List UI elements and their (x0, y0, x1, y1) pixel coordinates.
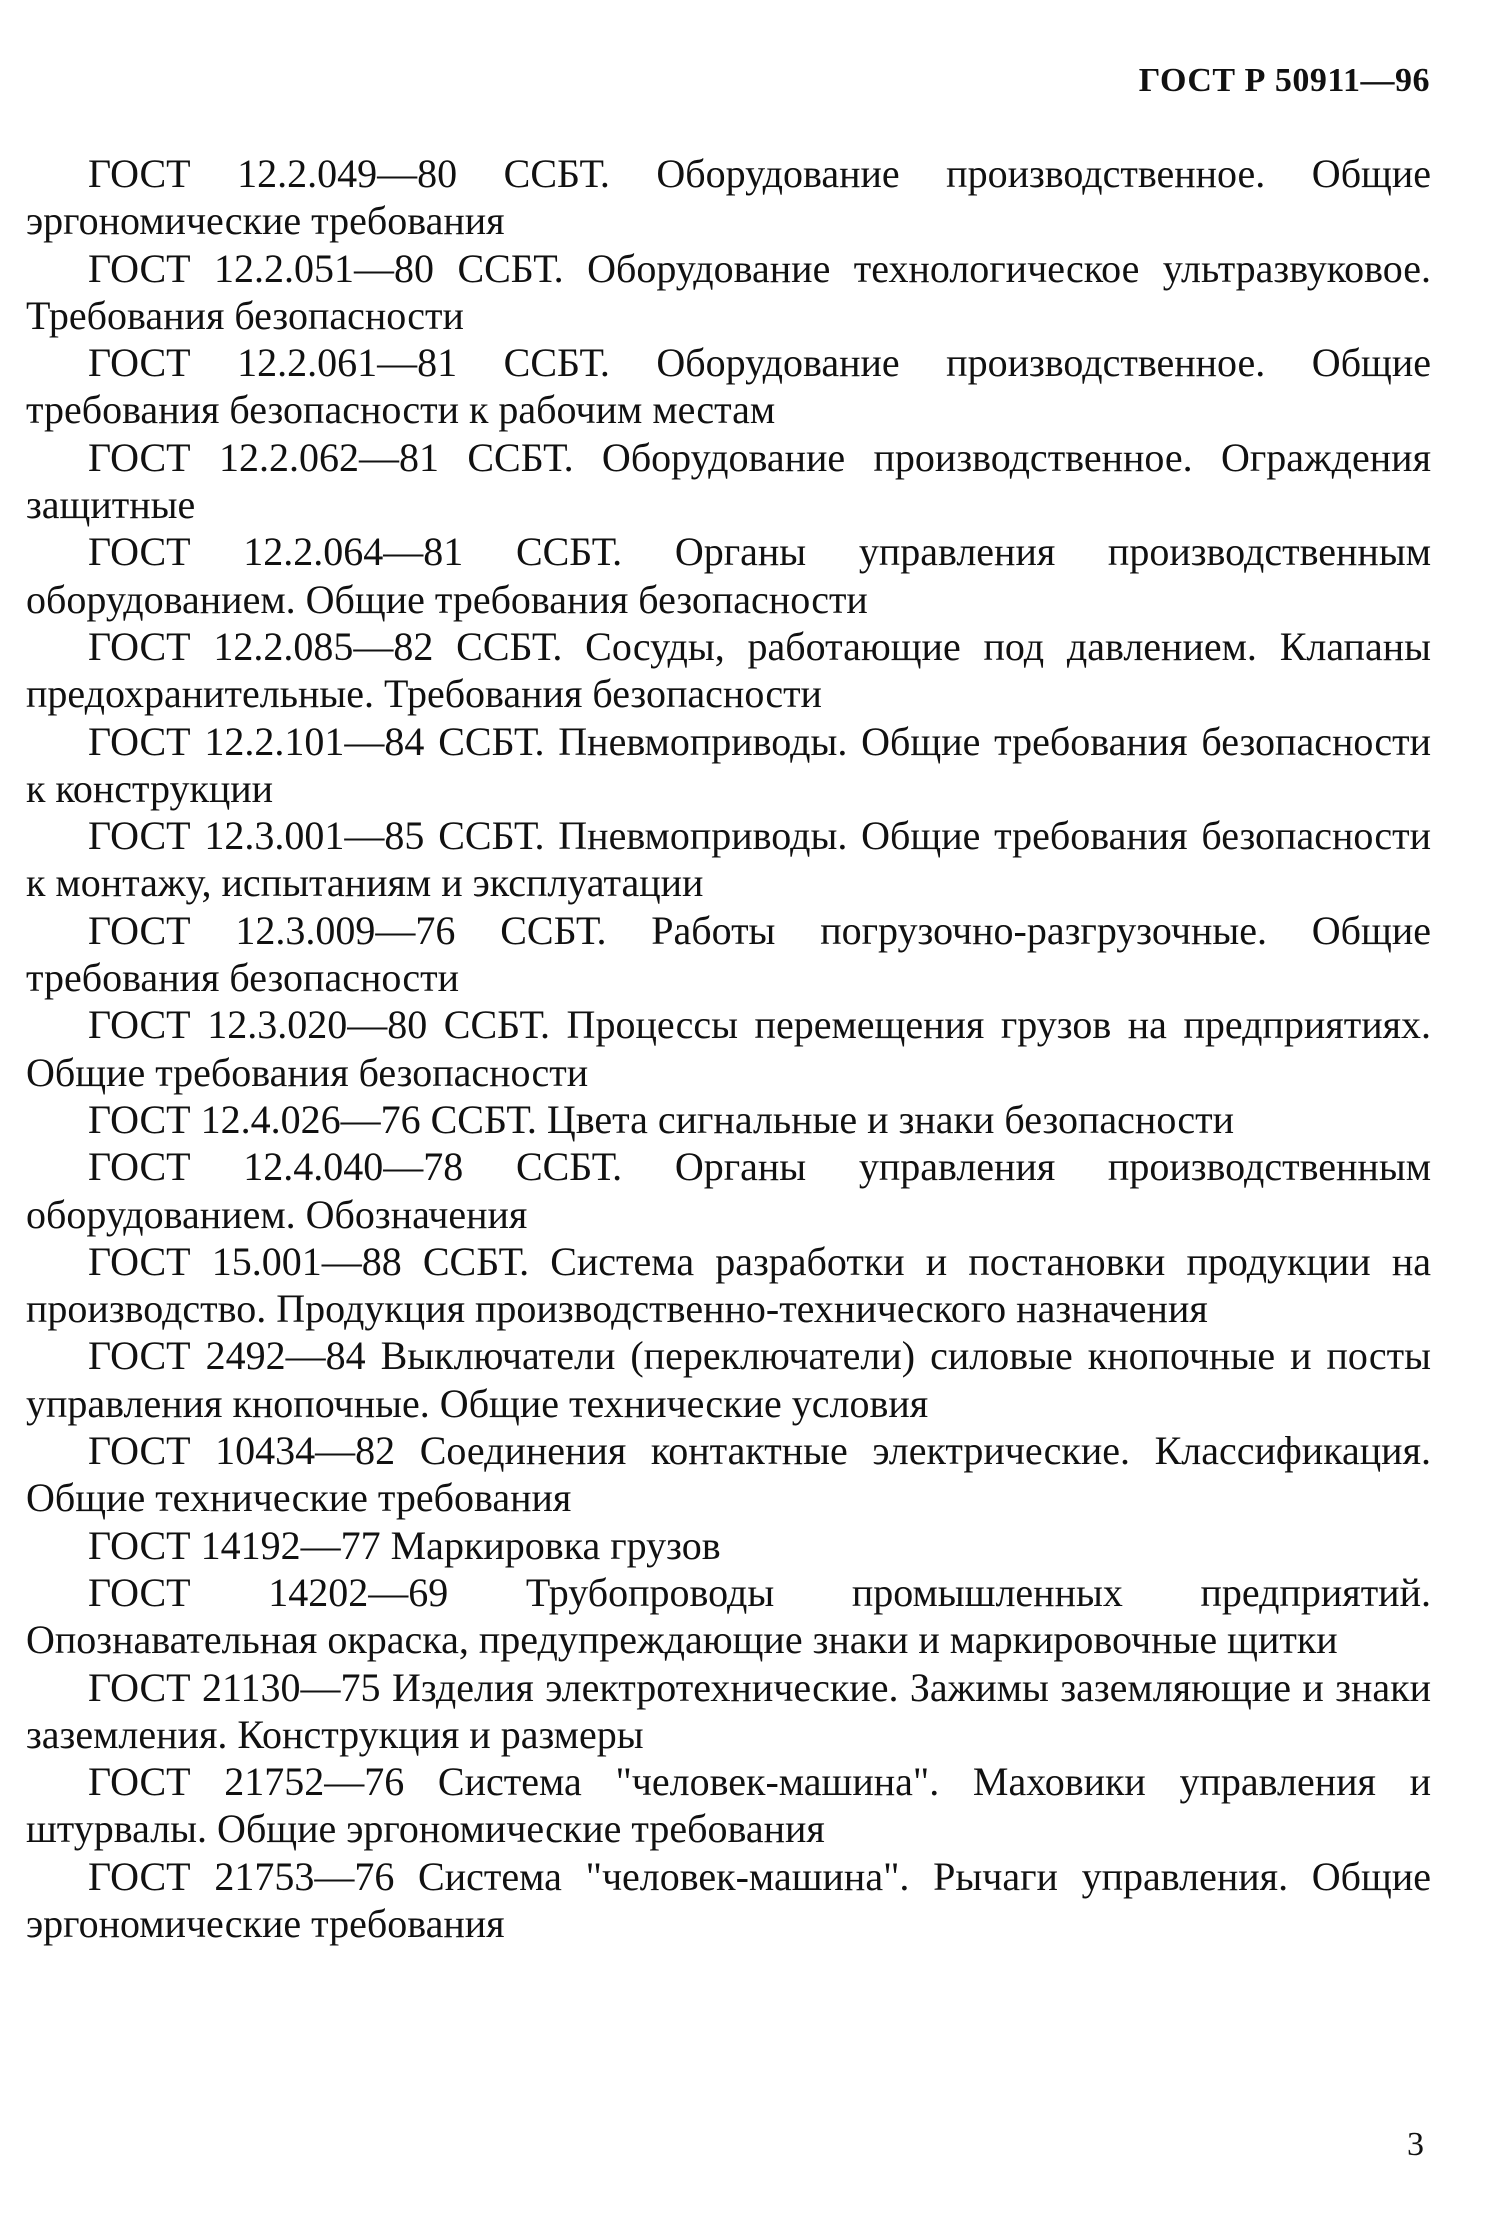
reference-item: ГОСТ 14202—69 Трубопроводы промышленных предприятий. Опознавательная окраска, предупреждающие знаки и маркировочные щитки (26, 1569, 1431, 1663)
reference-item: ГОСТ 21752—76 Система "человек-машина". Маховики управления и штурвалы. Общие эргономические требования (26, 1759, 1431, 1852)
reference-item: ГОСТ 14192—77 Маркировка грузов (88, 1522, 721, 1568)
reference-item: ГОСТ 12.2.051—80 ССБТ. Оборудование технологическое ультразвуковое. Требования безопасности (26, 245, 1431, 338)
normative-references-list (26, 150, 1431, 1947)
reference-item: ГОСТ 12.4.026—76 ССБТ. Цвета сигнальные и знаки безопасности (88, 1096, 1234, 1142)
reference-item: ГОСТ 15.001—88 ССБТ. Система разработки и постановки продукции на производство. Продукция производственно-технического назначения (26, 1238, 1431, 1332)
reference-item: ГОСТ 21130—75 Изделия электротехнические. Зажимы заземляющие и знаки заземления. Конструкция и размеры (26, 1664, 1431, 1757)
reference-item: ГОСТ 12.4.040—78 ССБТ. Органы управления производственным оборудованием. Обозначения (26, 1144, 1431, 1237)
reference-item: ГОСТ 12.2.101—84 ССБТ. Пневмоприводы. Общие требования безопасности к конструкции (26, 718, 1431, 811)
reference-item: ГОСТ 12.2.049—80 ССБТ. Оборудование производственное. Общие эргономические требования (26, 151, 1431, 244)
running-header-standard-code: ГОСТ Р 50911—96 (1138, 62, 1430, 99)
reference-item: ГОСТ 2492—84 Выключатели (переключатели) силовые кнопочные и посты управления кнопочные. Общие технические условия (26, 1333, 1431, 1426)
reference-item: ГОСТ 12.2.064—81 ССБТ. Органы управления производственным оборудованием. Общие требования безопасности (26, 529, 1431, 622)
reference-item: ГОСТ 10434—82 Соединения контактные электрические. Классификация. Общие технические требования (26, 1428, 1431, 1521)
reference-item: ГОСТ 21753—76 Система "человек-машина". Рычаги управления. Общие эргономические требования (26, 1853, 1431, 1946)
reference-item: ГОСТ 12.3.020—80 ССБТ. Процессы перемещения грузов на предприятиях. Общие требования безопасности (26, 1002, 1431, 1095)
reference-item: ГОСТ 12.3.009—76 ССБТ. Работы погрузочно-разгрузочные. Общие требования безопасности (26, 907, 1431, 1001)
reference-item: ГОСТ 12.2.062—81 ССБТ. Оборудование производственное. Ограждения защитные (26, 434, 1431, 528)
reference-item: ГОСТ 12.2.085—82 ССБТ. Сосуды, работающие под давлением. Клапаны предохранительные. Требования безопасности (26, 623, 1431, 717)
reference-item: ГОСТ 12.3.001—85 ССБТ. Пневмоприводы. Общие требования безопасности к монтажу, испытаниям и эксплуатации (26, 813, 1431, 906)
reference-item: ГОСТ 12.2.061—81 ССБТ. Оборудование производственное. Общие требования безопасности к рабочим местам (26, 340, 1431, 433)
page-number: 3 (1407, 2126, 1424, 2163)
